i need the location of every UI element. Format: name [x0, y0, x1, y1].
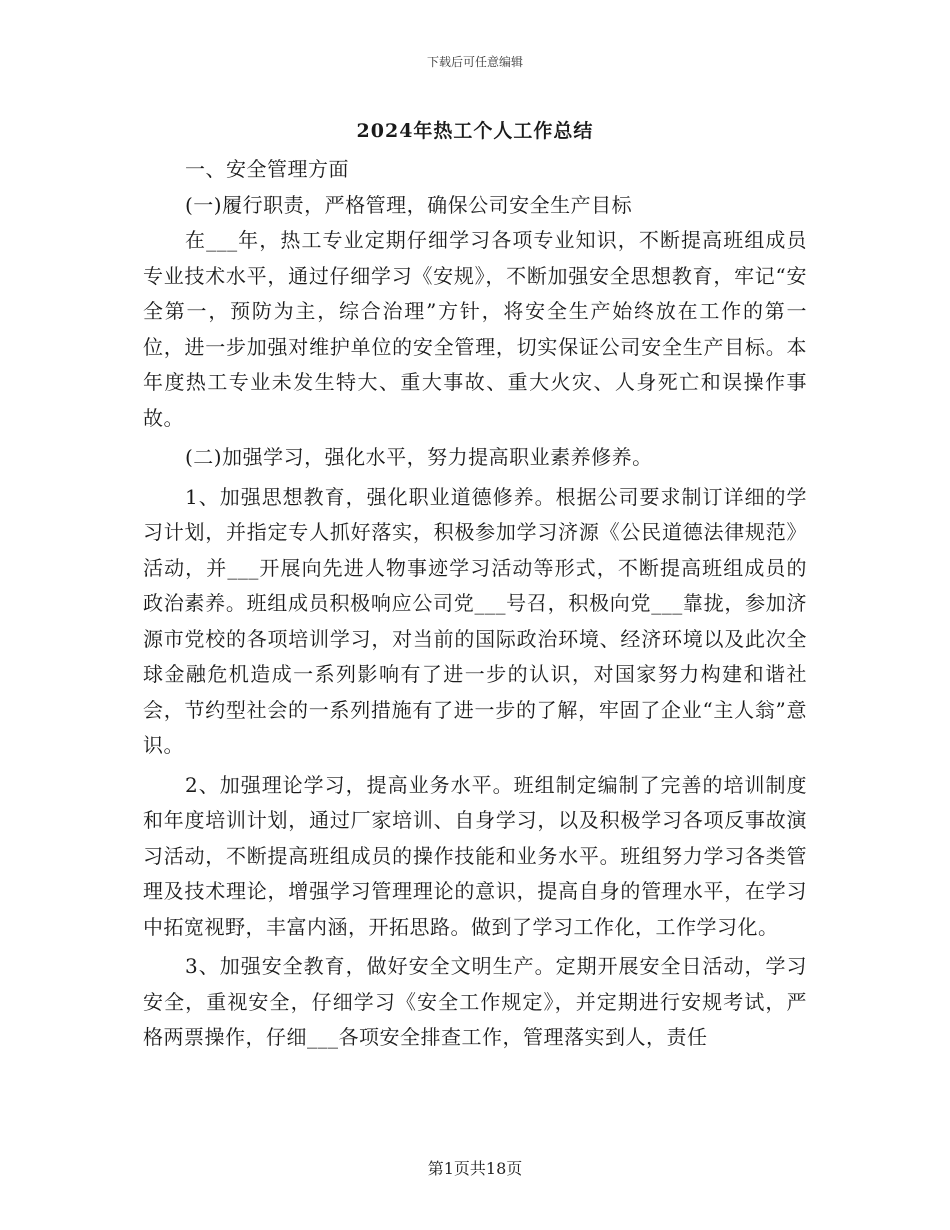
- document-title: 2024年热工个人工作总结: [356, 120, 594, 142]
- page-header-note: 下载后可任意编辑: [426, 55, 523, 69]
- document-body: [143, 152, 807, 1056]
- subsection-heading: (一)履行职责，严格管理，确保公司安全生产目标: [185, 192, 633, 217]
- page-number: 第1页共18页: [427, 1159, 523, 1178]
- subsection-heading: (二)加强学习，强化水平，努力提高职业素养修养。: [185, 445, 653, 469]
- paragraph: 3、加强安全教育，做好安全文明生产。定期开展安全日活动，学习安全，重视安全，仔细学习《安全工作规定》，并定期进行安规考试，严格两票操作，仔细___各项安全排查工作，管理落实到人，责任: [143, 954, 807, 1049]
- paragraph: 2、加强理论学习，提高业务水平。班组制定编制了完善的培训制度和年度培训计划，通过厂家培训、自身学习，以及积极学习各项反事故演习活动，不断提高班组成员的操作技能和业务水平。班组努力学习各类管理及技术理论，增强学习管理理论的意识，提高自身的管理水平，在学习中拓宽视野，丰富内涵，开拓思路。做到了学习工作化，工作学习化。: [143, 772, 807, 939]
- paragraph: 1、加强思想教育，强化职业道德修养。根据公司要求制订详细的学习计划，并指定专人抓好落实，积极参加学习济源《公民道德法律规范》活动，并___开展向先进人物事迹学习活动等形式，不断提高班组成员的政治素养。班组成员积极响应公司党___号召，积极向党___靠拢，参加济源市党校的各项培训学习，对当前的国际政治环境、经济环境以及此次全球金融危机造成一系列影响有了进一步的认识，对国家努力构建和谐社会，节约型社会的一系列措施有了进一步的了解，牢固了企业“主人翁”意识。: [143, 484, 807, 757]
- paragraph: 在___年，热工专业定期仔细学习各项专业知识，不断提高班组成员专业技术水平，通过仔细学习《安规》，不断加强安全思想教育，牢记“安全第一，预防为主，综合治理”方针，将安全生产始终放在工作的第一位，进一步加强对维护单位的安全管理，切实保证公司安全生产目标。本年度热工专业未发生特大、重大事故、重大火灾、人身死亡和误操作事故。: [143, 228, 807, 430]
- section-heading: 一、安全管理方面: [185, 157, 349, 181]
